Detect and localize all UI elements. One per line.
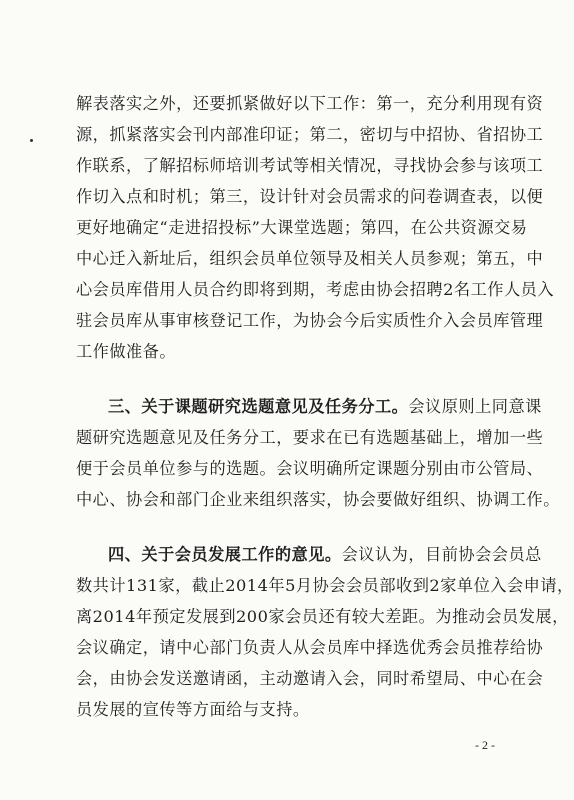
section-3-heading-rest: 会议原则上同意课 [408,397,542,416]
section-3-research-topics [76,391,560,515]
text-line: 便于会员单位参与的选题。会议明确所定课题分别由市公管局、 [76,459,544,478]
text-line: 心会员库借用人员合约即将到期，考虑由协会招聘2名工作人员入 [76,280,555,299]
paragraph-spacer [76,367,516,391]
text-line: 解表落实之外，还要抓紧做好以下工作：第一，充分利用现有资 [76,94,544,113]
paragraph-work-items [76,88,555,367]
paragraph-spacer [76,515,516,539]
text-line: 源，抓紧落实会刊内部准印证；第二，密切与中招协、省招协工 [76,125,544,144]
text-line: 中心、协会和部门企业来组织落实，协会要做好组织、协调工作。 [76,490,560,509]
section-4-first-line [76,539,542,570]
text-line: 更好地确定“走进招投标”大课堂选题；第四，在公共资源交易 [76,218,528,237]
section-4-heading-rest: 会议认为，目前协会会员总 [341,545,542,564]
scan-mark [30,139,33,142]
text-line: 数共计131家，截止2014年5月协会会员部收到2家单位入会申请， [76,576,574,595]
page-number: - 2 - [475,738,495,752]
section-3-heading: 三、关于课题研究选题意见及任务分工。 [108,397,409,416]
section-4-heading: 四、关于会员发展工作的意见。 [108,545,342,564]
text-line: 中心迁入新址后，组织会员单位领导及相关人员参观；第五，中 [76,249,544,268]
text-line: 离2014年预定发展到200家会员还有较大差距。为推动会员发展， [76,607,569,626]
text-line: 作切入点和时机；第三，设计针对会员需求的问卷调查表，以便 [76,187,544,206]
section-3-first-line [76,391,542,422]
text-line: 题研究选题意见及任务分工，要求在已有选题基础上，增加一些 [76,428,544,447]
text-line: 会议确定，请中心部门负责人从会员库中择选优秀会员推荐给协 [76,638,544,657]
section-4-member-development [76,539,574,725]
text-line: 工作做准备。 [76,342,177,361]
text-line: 会，由协会发送邀请函，主动邀请入会，同时希望局、中心在会 [76,669,544,688]
document-body [76,88,574,725]
text-line: 驻会员库从事审核登记工作，为协会今后实质性介入会员库管理 [76,311,544,330]
text-line: 员发展的宣传等方面给与支持。 [76,700,310,719]
text-line: 作联系，了解招标师培训考试等相关情况，寻找协会参与该项工 [76,156,544,175]
